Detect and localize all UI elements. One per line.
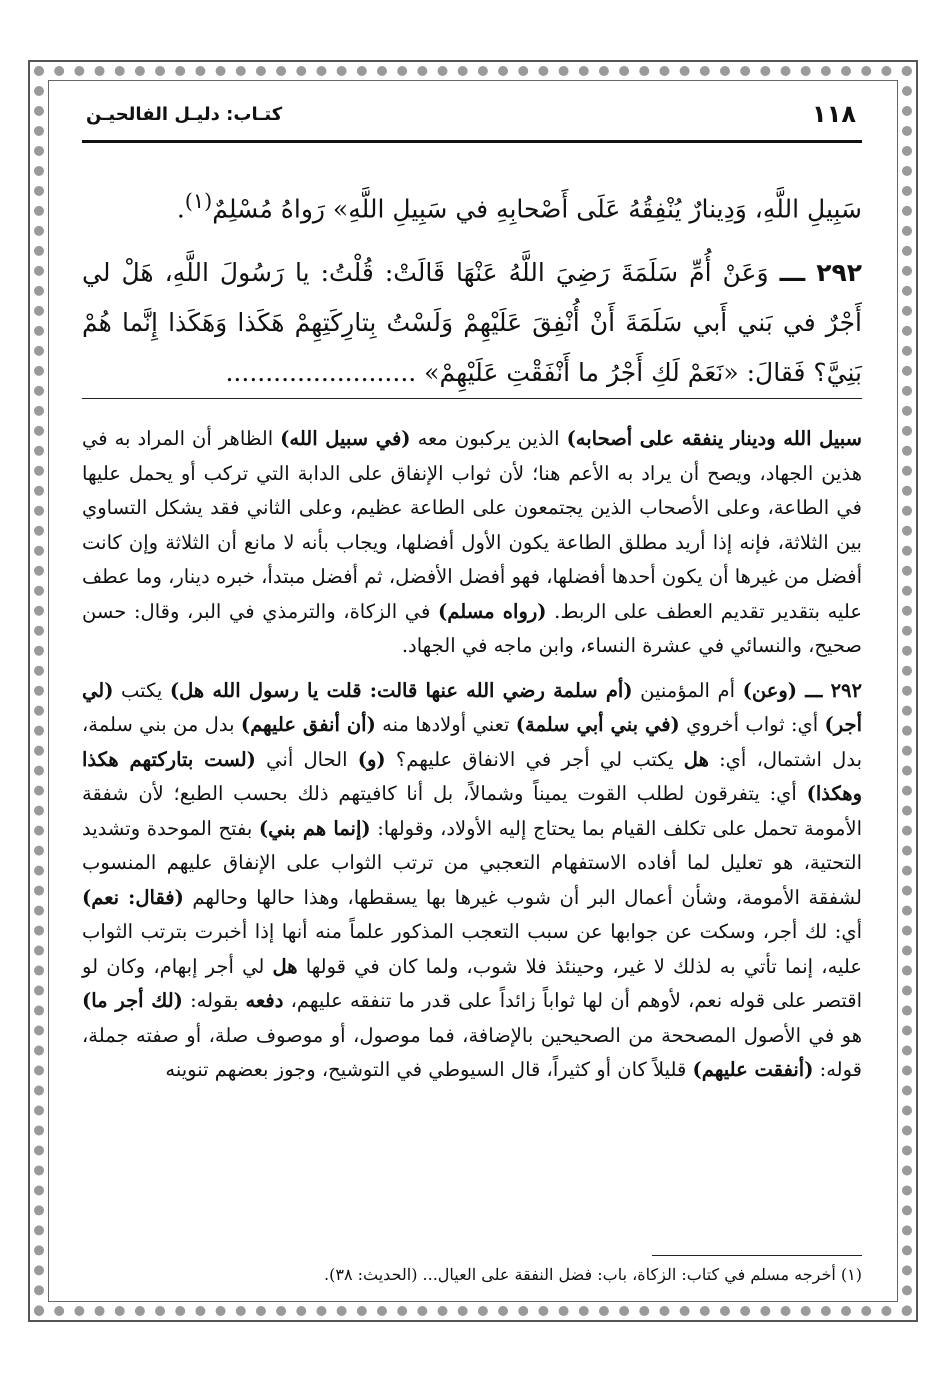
- c2-bold-3: (لي أجر): [82, 678, 863, 736]
- commentary-paragraph-1: [82, 422, 862, 664]
- c2-text-12: بقوله:: [182, 989, 246, 1012]
- c2-bold-1: (وعن): [742, 678, 798, 702]
- c2-dash: ـــ: [797, 678, 831, 702]
- c2-bold-10: (فقال: نعم): [82, 885, 184, 909]
- c2-bold-14: (أنفقت عليهم): [692, 1058, 814, 1081]
- hadith-continuation-text: سَبِيلِ اللَّهِ، وَدِينارٌ يُنْفِقُهُ عَلَى أَصْحابِهِ في سَبِيلِ اللَّهِ» رَواهُ مُسْلِمٌ: [212, 194, 862, 224]
- c1-text-2: الظاهر أن المراد به في هذين الجهاد، ويصح أن يراد به الأعم هنا؛ لأن ثواب الإنفاق على الدابة التي تركب أو يحمل عليها في الطاعة، وعلى الأصحاب الذين يجتمعون على الطاعة عظيم، وعلى الثاني فقد يشكل التساوي بين الثلاثة، فإنه إذا أريد مطلق الطاعة يكون الأول أفضلها، ويجاب بأنه لا مانع أن الثلاثة وإن كانت أفضل من غيرها أن يكون أحدها أفضلها، فهو أفضل الأفضل، ثم أفضل مبتدأ، خبره دينار، وما عطف عليه بتقدير تقديم العطف على الربط.: [82, 427, 863, 623]
- page-content: [82, 92, 862, 1292]
- c2-text-5: بدل من بني سلمة، بدل اشتمال، أي:: [82, 713, 862, 771]
- header-rule: [82, 140, 862, 143]
- c2-bold-11: هل: [272, 954, 298, 978]
- footnote-ref: (١): [184, 189, 213, 213]
- hadith-292: [82, 248, 862, 398]
- c2-bold-2: (أم سلمة رضي الله عنها قالت: قلت يا رسول الله هل): [169, 678, 633, 702]
- c2-text-6: يكتب لي أجر في الانفاق عليهم؟: [385, 747, 684, 771]
- c2-bold-9: (إنما هم بني): [258, 816, 371, 840]
- c2-bold-5: (أن أنفق عليهم): [240, 713, 376, 736]
- page-number: ١١٨: [812, 100, 856, 128]
- c1-text-3: في الزكاة، والترمذي في البر، وقال: حسن صحيح، والنسائي في عشرة النساء، وابن ماجه في الجهاد.: [82, 599, 862, 657]
- c2-text-1: أم المؤمنين: [632, 678, 743, 702]
- c2-text-7: الحال أني: [255, 747, 358, 771]
- c2-text-2: يكتب: [113, 678, 170, 702]
- c2-text-9: بفتح الموحدة وتشديد التحتية، هو تعليل لما أفاده الاستفهام التعجبي من ترتب الثواب على الإنفاق عليهم المنسوب لشفقة الأمومة، وشأن أعمال البر أن شوب غيرها بها يسقطها، وهذا حالها وحالهم: [82, 816, 862, 909]
- c1-bold-3: (رواه مسلم): [438, 599, 547, 623]
- hadith-dots: ........................: [225, 358, 417, 388]
- c1-text-1: الذين يركبون معه: [410, 427, 567, 450]
- hadith-text-block: [82, 176, 862, 412]
- hadith-dash: ـــ: [779, 258, 806, 288]
- c2-text-14: قليلاً كان أو كثيراً، قال السيوطي في التوشيح، وجوز بعضهم تنوينه: [165, 1058, 693, 1081]
- hadith-292-text: وَعَنْ أُمِّ سَلَمَةَ رَضِيَ اللَّهُ عَنْهَا قَالَتْ: قُلْتُ: يا رَسُولَ اللَّهِ، هَلْ لي أَجْرٌ في بَني أَبي سَلَمَةَ أَنْ أُنْفِقَ عَلَيْهِمْ وَلَسْتُ بِتارِكَتِهِمْ هَكَذا وَهَكَذا إِنَّما هُمْ بَنِيَّ؟ فَقالَ: «نَعَمْ لَكِ أَجْرُ ما أَنْفَقْتِ عَلَيْهِمْ»: [82, 258, 862, 388]
- c2-bold-4: (في بني أبي سلمة): [515, 713, 680, 736]
- c2-bold-7: (و): [357, 747, 386, 771]
- commentary-block: [82, 422, 862, 1098]
- book-title: كتـاب: دليـل الفالحيـن: [86, 104, 283, 125]
- footnote: (١) أخرجه مسلم في كتاب: الزكاة، باب: فضل النفقة على العيال... (الحديث: ٣٨).: [324, 1265, 862, 1284]
- hadith-number: ٢٩٢: [816, 258, 862, 288]
- c2-bold-8: (لست بتاركتهم هكذا وهكذا): [82, 747, 862, 805]
- c2-text-8: أي: يتفرقون لطلب القوت يميناً وشمالاً، بل أنا كافيتهم ذلك بحسب الطبع؛ لأن شفقة الأمومة تحمل على تكلف القيام بما يحتاج إليه الأولاد، وقولها:: [82, 782, 862, 840]
- c2-bold-6: هل: [683, 747, 709, 771]
- c2-text-13: هو في الأصول المصححة من الصحيحين بالإضافة، فما موصول، أو موصوف صلة، أو صفته جملة، قوله:: [82, 1023, 862, 1081]
- running-header: [82, 100, 862, 140]
- c2-bold-12: دفعه: [245, 989, 284, 1012]
- c2-text-4: تعني أولادها منه: [375, 713, 516, 736]
- c2-bold-13: (لك أجر ما): [82, 989, 183, 1012]
- section-separator: [82, 398, 862, 399]
- hadith-continuation: سَبِيلِ اللَّهِ، وَدِينارٌ يُنْفِقُهُ عَلَى أَصْحابِهِ في سَبِيلِ اللَّهِ» رَواهُ مُسْلِمٌ$^{(١)}$.: [176, 189, 862, 224]
- footnote-rule: [652, 1255, 862, 1256]
- c2-text-11: لي أجر إبهام، وكان لو اقتصر على قوله نعم، لأوهم أن لها ثواباً زائداً على قدر ما تنفقه عليهم،: [82, 954, 863, 1012]
- c2-text-10: أي: لك أجر، وسكت عن جوابها عن سبب التعجب المذكور علماً منه أنها إذا أخبرت بترتب الثواب عليه، إنما تأتي به لذلك لا غير، وحينئذ فلا شوب، ولما كان في قولها: [82, 920, 863, 978]
- commentary-paragraph-2: [82, 674, 862, 1088]
- c1-bold-1: سبيل الله ودينار ينفقه على أصحابه): [566, 427, 862, 450]
- c2-text-3: أي: ثواب أخروي: [679, 713, 825, 736]
- c1-bold-2: (في سبيل الله): [280, 427, 411, 450]
- c2-number: ٢٩٢: [830, 678, 862, 702]
